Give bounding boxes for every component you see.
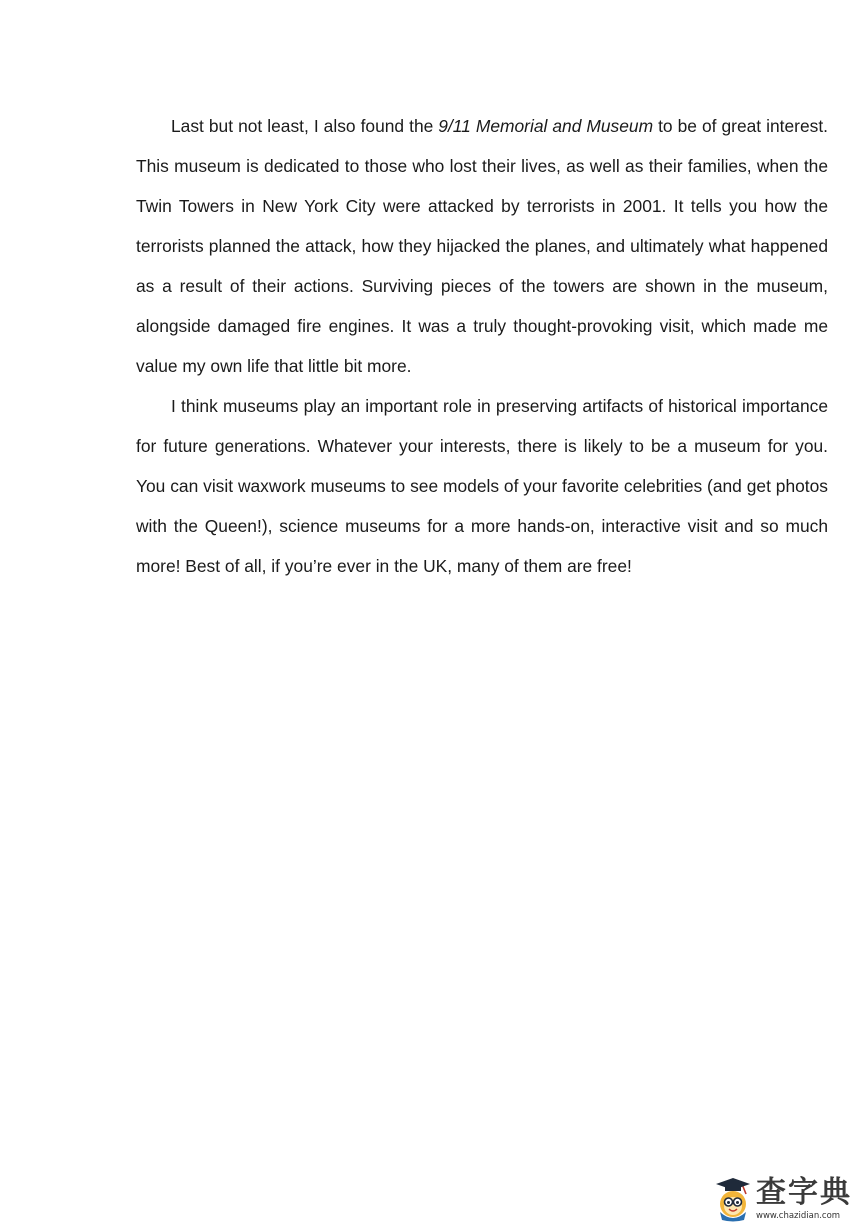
body-text [136, 106, 828, 586]
graduate-owl-icon [712, 1176, 754, 1222]
site-watermark [710, 1176, 862, 1224]
paragraph-2: I think museums play an important role in preserving artifacts of historical importance for future generations. Whatever your interests, there is likely to be a museum for you. You can visit waxwork museums to see models of your favorite celebrities (and get photos with the Queen!), science museums for a more hands-on, interactive visit and so much more! Best of all, if you’re ever in the UK, many of them are free! [136, 396, 828, 576]
paragraph-1-body: to be of great interest. This museum is dedicated to those who lost their lives, as well as their families, when the Twin Towers in New York City were attacked by terrorists in 2001. It tells you how the terrorists planned the attack, how they hijacked the planes, and ultimately what happened as a result of their actions. Surviving pieces of the towers are shown in the museum, alongside damaged fire engines. It was a truly thought-provoking visit, which made me value my own life that little bit more. [136, 116, 828, 376]
watermark-url[interactable]: www.chazidian.com [756, 1211, 841, 1221]
paragraph-1-intro: Last but not least, I also found the [171, 116, 439, 136]
museum-title: 9/11 Memorial and Museum [438, 116, 654, 136]
paragraph-1 [136, 106, 828, 386]
watermark-title: 查字典 [756, 1175, 852, 1210]
